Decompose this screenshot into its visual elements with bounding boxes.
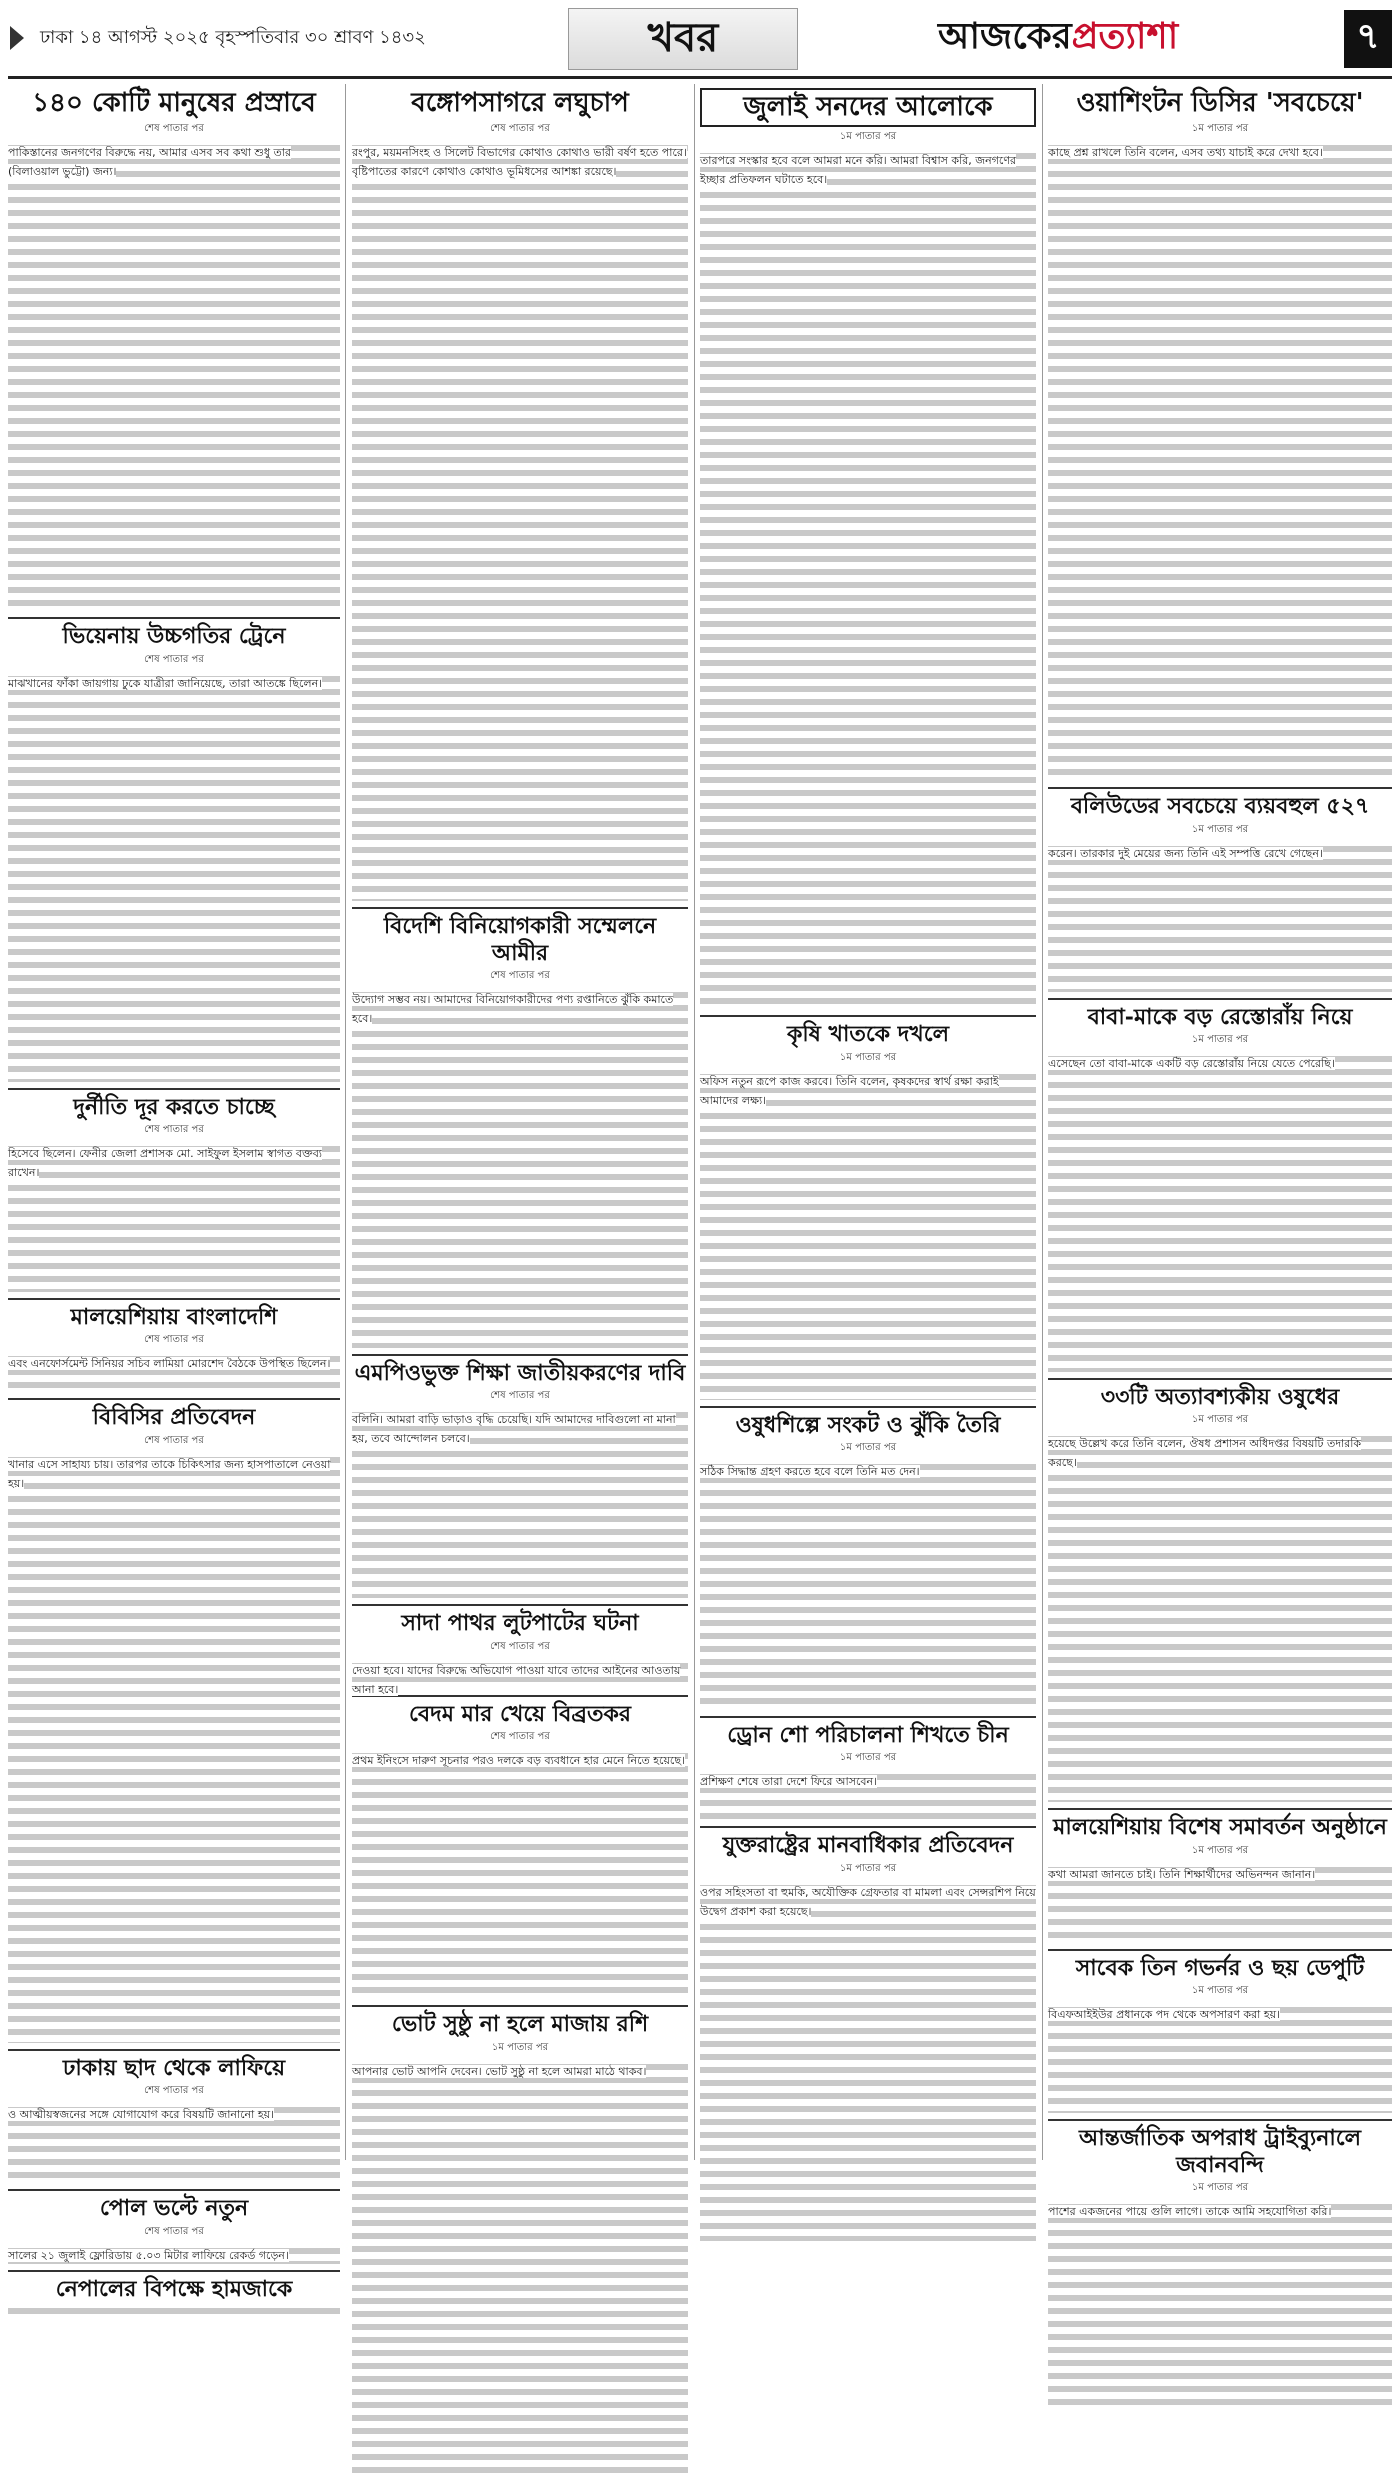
article-separator bbox=[8, 2270, 340, 2272]
article-continuation: শেষ পাতার পর bbox=[490, 969, 550, 981]
column-divider bbox=[345, 84, 346, 2160]
article-headline: জুলাই সনদের আলোকে bbox=[700, 88, 1036, 127]
article bbox=[352, 88, 688, 901]
article-separator bbox=[8, 1398, 340, 1400]
column-divider bbox=[694, 84, 695, 2160]
article-body bbox=[700, 1881, 1036, 2241]
article-text: বিএফআইইউর প্রধানকে পদ থেকে অপসারণ করা হয়। bbox=[1048, 2008, 1281, 2022]
article-headline: কৃষি খাতকে দখলে bbox=[787, 1021, 949, 1048]
article bbox=[1048, 1384, 1392, 1802]
article-headline: সাবেক তিন গভর্নর ও ছয় ডেপুটি bbox=[1075, 1954, 1365, 1981]
article-body bbox=[352, 988, 688, 1348]
article-continuation: শেষ পাতার পর bbox=[144, 1334, 204, 1346]
article-headline: নেপালের বিপক্ষে হামজাকে bbox=[55, 2275, 293, 2302]
article-body bbox=[8, 141, 340, 611]
article-separator bbox=[8, 2189, 340, 2191]
article bbox=[700, 1412, 1036, 1710]
article-body bbox=[1048, 141, 1392, 781]
article bbox=[352, 2011, 688, 2479]
article-text: করেন। তারকার দুই মেয়ের জন্য তিনি এই সম্পত্তি রেখে গেছেন। bbox=[1048, 846, 1323, 860]
article-text: আপনার ভোট আপনি দেবেন। ভোট সুষ্ঠু না হলে আমরা মাঠে থাকব। bbox=[352, 2064, 647, 2078]
article-separator bbox=[1048, 1378, 1392, 1380]
article-text: রংপুর, ময়মনসিংহ ও সিলেট বিভাগের কোথাও কোথাও ভারী বর্ষণ হতে পারে। বৃষ্টিপাতের কারণে কোথাও কোথাও ভূমিধসের আশঙ্কা রয়েছে। bbox=[352, 146, 687, 179]
article-separator bbox=[352, 907, 688, 909]
article-headline: ভোট সুষ্ঠু না হলে মাজায় রশি bbox=[391, 2011, 649, 2038]
article-continuation: ১ম পাতার পর bbox=[839, 131, 897, 143]
article-continuation: ১ম পাতার পর bbox=[1191, 1414, 1249, 1426]
article-text: বলিনি। আমরা বাড়ি ভাড়াও বৃদ্ধি চেয়েছি। যদি আমাদের দাবিগুলো না মানা হয়, তবে আন্দোলন চলবে। bbox=[352, 1413, 676, 1446]
article-text: হয়েছে উল্লেখ করে তিনি বলেন, ঔষধ প্রশাসন অধিদপ্তর বিষয়টি তদারকি করছে। bbox=[1048, 1437, 1362, 1470]
article-body bbox=[8, 2103, 340, 2183]
article-text: ও আত্মীয়স্বজনের সঙ্গে যোগাযোগ করে বিষয়টি জানানো হয়। bbox=[8, 2108, 275, 2122]
article-text: পাশের একজনের পায়ে গুলি লাগে। তাকে আমি সহযোগিতা করি। bbox=[1048, 2204, 1332, 2218]
article-continuation: ১ম পাতার পর bbox=[1191, 1985, 1249, 1997]
article-separator bbox=[8, 617, 340, 619]
article bbox=[352, 1610, 688, 1696]
article-body bbox=[352, 1408, 688, 1598]
article bbox=[352, 1360, 688, 1598]
article-body bbox=[700, 1070, 1036, 1400]
masthead-rule bbox=[8, 76, 1392, 79]
article-body bbox=[700, 149, 1036, 1009]
article-body bbox=[700, 1770, 1036, 1820]
article-body bbox=[1048, 1863, 1392, 1943]
article-continuation: শেষ পাতার পর bbox=[144, 1123, 204, 1135]
article-continuation: ১ম পাতার পর bbox=[839, 1752, 897, 1764]
column-3 bbox=[700, 84, 1036, 2160]
article-body bbox=[700, 1460, 1036, 1710]
article-text: এসেছেন তো বাবা-মাকে একটি বড় রেস্তোরাঁয় নিয়ে যেতে পেরেছি। bbox=[1048, 1056, 1335, 1070]
article bbox=[700, 1722, 1036, 1820]
article bbox=[700, 1832, 1036, 2240]
article bbox=[700, 88, 1036, 1009]
article-headline: সাদা পাথর লুটপাটের ঘটনা bbox=[401, 1610, 639, 1637]
article-continuation: শেষ পাতার পর bbox=[144, 653, 204, 665]
article bbox=[8, 1404, 340, 2042]
article-text: হিসেবে ছিলেন। ফেনীর জেলা প্রশাসক মো. সাইফুল ইসলাম স্বাগত বক্তব্য রাখেন। bbox=[8, 1146, 323, 1179]
article-continuation: ১ম পাতার পর bbox=[1191, 1844, 1249, 1856]
page-number: ৭ bbox=[1344, 10, 1392, 68]
article-body bbox=[1048, 2200, 1392, 2410]
article-headline: ভিয়েনায় উচ্চগতির ট্রেনে bbox=[62, 623, 286, 650]
article bbox=[8, 2195, 340, 2263]
article-body bbox=[1048, 842, 1392, 992]
article-continuation: ১ম পাতার পর bbox=[1191, 2181, 1249, 2193]
article-body bbox=[8, 1352, 340, 1392]
article-text: ওপর সহিংসতা বা হুমকি, অযৌক্তিক গ্রেফতার বা মামলা এবং সেন্সরশিপ নিয়ে উদ্বেগ প্রকাশ করা হয়েছে। bbox=[700, 1885, 1036, 1918]
article-continuation: ১ম পাতার পর bbox=[839, 1862, 897, 1874]
article-continuation: শেষ পাতার পর bbox=[490, 1731, 550, 1743]
section-title: খবর bbox=[568, 8, 798, 70]
article-text: সঠিক সিদ্ধান্ত গ্রহণ করতে হবে বলে তিনি মত দেন। bbox=[700, 1464, 920, 1478]
newspaper-logo bbox=[938, 12, 1178, 66]
article bbox=[8, 623, 340, 1081]
article-separator bbox=[8, 2049, 340, 2051]
article bbox=[1048, 1955, 1392, 2113]
article-separator bbox=[1048, 1808, 1392, 1810]
article-headline: বলিউডের সবচেয়ে ব্যয়বহুল ৫২৭ bbox=[1070, 793, 1370, 820]
article-headline: ওয়াশিংটন ডিসির 'সবচেয়ে' bbox=[1076, 88, 1364, 118]
article-body bbox=[8, 1453, 340, 2043]
article bbox=[1048, 1814, 1392, 1942]
masthead bbox=[8, 8, 1392, 72]
article bbox=[8, 1094, 340, 1292]
article-headline: ওষুধশিল্পে সংকট ও ঝুঁকি তৈরি bbox=[735, 1411, 1001, 1438]
article-headline: ১৪০ কোটি মানুষের প্রস্রাবে bbox=[32, 88, 316, 118]
article-headline: বিদেশি বিনিয়োগকারী সম্মেলনে আমীর bbox=[383, 913, 657, 966]
article-body bbox=[1048, 2003, 1392, 2113]
article-headline: আন্তর্জাতিক অপরাধ ট্রাইব্যুনালে জবানবন্দি bbox=[1078, 2125, 1361, 2178]
article-text: কাছে প্রশ্ন রাখলে তিনি বলেন, এসব তথ্য যাচাই করে দেখা হবে। bbox=[1048, 146, 1323, 160]
article-separator bbox=[352, 1604, 688, 1606]
article-text: প্রশিক্ষণ শেষে তারা দেশে ফিরে আসবেন। bbox=[700, 1775, 878, 1789]
article-continuation: শেষ পাতার পর bbox=[490, 1390, 550, 1402]
article-headline: ড্রোন শো পরিচালনা শিখতে চীন bbox=[727, 1721, 1009, 1748]
article-text: দেওয়া হবে। যাদের বিরুদ্ধে অভিযোগ পাওয়া যাবে তাদের আইনের আওতায় আনা হবে। bbox=[352, 1663, 681, 1696]
article-separator bbox=[700, 1826, 1036, 1828]
article-body bbox=[352, 141, 688, 901]
article bbox=[352, 1701, 688, 1999]
article-separator bbox=[352, 1354, 688, 1356]
arrow-icon bbox=[8, 23, 30, 53]
article-headline: মালয়েশিয়ায় বাংলাদেশি bbox=[70, 1303, 278, 1330]
article-body bbox=[352, 1659, 688, 1696]
article-continuation: ১ম পাতার পর bbox=[1191, 1033, 1249, 1045]
article-text: অফিস নতুন রূপে কাজ করবে। তিনি বলেন, কৃষকদের স্বার্থ রক্ষা করাই আমাদের লক্ষ্য। bbox=[700, 1074, 999, 1107]
article-body bbox=[352, 2060, 688, 2480]
logo-part2: প্রত্যাশা bbox=[1071, 15, 1179, 57]
article-headline: যুক্তরাষ্ট্রের মানবাধিকার প্রতিবেদন bbox=[722, 1832, 1014, 1859]
article-continuation: শেষ পাতার পর bbox=[144, 2085, 204, 2097]
article-separator bbox=[352, 2005, 688, 2007]
article-text: এবং এনফোর্সমেন্ট সিনিয়র সচিব লামিয়া মোরশেদ বৈঠকে উপস্থিত ছিলেন। bbox=[8, 1357, 331, 1371]
logo-part1: আজকের bbox=[938, 15, 1072, 57]
article-text: মাঝখানের ফাঁকা জায়গায় ঢুকে যাত্রীরা জানিয়েছে, তারা আতঙ্কে ছিলেন। bbox=[8, 676, 323, 690]
article-separator bbox=[8, 1298, 340, 1300]
article-headline: বেদম মার খেয়ে বিব্রতকর bbox=[409, 1700, 631, 1727]
article-text: পাকিস্তানের জনগণের বিরুদ্ধে নয়, আমার এসব সব কথা শুধু তার (বিলাওয়াল ভুট্টো) জন্য। bbox=[8, 146, 292, 179]
date-text: ঢাকা ১৪ আগস্ট ২০২৫ বৃহস্পতিবার ৩০ শ্রাবণ ১৪৩২ bbox=[40, 26, 426, 48]
column-1 bbox=[8, 84, 340, 2302]
article bbox=[8, 88, 340, 611]
article bbox=[352, 913, 688, 1348]
article-text: কথা আমরা জানতে চাই। তিনি শিক্ষার্থীদের অভিনন্দন জানান। bbox=[1048, 1867, 1316, 1881]
article-headline: ৩৩টি অত্যাবশ্যকীয় ওষুধের bbox=[1100, 1383, 1340, 1410]
article-body bbox=[352, 1749, 688, 1999]
article-continuation: ১ম পাতার পর bbox=[839, 1441, 897, 1453]
article bbox=[8, 2276, 340, 2314]
column-2 bbox=[352, 84, 688, 2160]
article-body bbox=[8, 1142, 340, 1292]
article-headline: এমপিওভুক্ত শিক্ষা জাতীয়করণের দাবি bbox=[354, 1359, 686, 1386]
article bbox=[700, 1021, 1036, 1399]
article bbox=[1048, 1004, 1392, 1372]
article-headline: দুর্নীতি দূর করতে চাচ্ছে bbox=[73, 1093, 275, 1120]
article bbox=[1048, 2125, 1392, 2410]
article bbox=[8, 2055, 340, 2183]
article-continuation: ১ম পাতার পর bbox=[1191, 123, 1249, 135]
article-continuation: শেষ পাতার পর bbox=[144, 123, 204, 135]
article-separator bbox=[1048, 2119, 1392, 2121]
article-continuation: ১ম পাতার পর bbox=[491, 2041, 549, 2053]
article-headline: বঙ্গোপসাগরে লঘুচাপ bbox=[411, 88, 629, 118]
article-separator bbox=[1048, 787, 1392, 789]
article-continuation: শেষ পাতার পর bbox=[144, 2225, 204, 2237]
article-text: খানার এসে সাহায্য চায়। তারপর তাকে চিকিৎসার জন্য হাসপাতালে নেওয়া হয়। bbox=[8, 1457, 331, 1490]
article-continuation: ১ম পাতার পর bbox=[1191, 823, 1249, 835]
article bbox=[1048, 88, 1392, 781]
article bbox=[8, 1304, 340, 1392]
article-separator bbox=[8, 1088, 340, 1090]
date-line bbox=[8, 16, 426, 60]
article-headline: বাবা-মাকে বড় রেস্তোরাঁয় নিয়ে bbox=[1087, 1003, 1353, 1030]
article-text: তারপরে সংস্কার হবে বলে আমরা মনে করি। আমরা বিশ্বাস করি, জনগণের ইচ্ছার প্রতিফলন ঘটাতে হবে। bbox=[700, 154, 1017, 187]
article-separator bbox=[1048, 1949, 1392, 1951]
article-body bbox=[8, 672, 340, 1082]
article-text: উদ্যোগ সম্ভব নয়। আমাদের বিনিয়োগকারীদের পণ্য রপ্তানিতে ঝুঁকি কমাতে হবে। bbox=[352, 992, 674, 1025]
column-4 bbox=[1048, 84, 1392, 2218]
article-body bbox=[1048, 1052, 1392, 1372]
article-headline: ঢাকায় ছাদ থেকে লাফিয়ে bbox=[62, 2054, 286, 2081]
article-separator bbox=[1048, 998, 1392, 1000]
article-headline: মালয়েশিয়ায় বিশেষ সমাবর্তন অনুষ্ঠানে bbox=[1053, 1814, 1387, 1841]
article-body bbox=[8, 2244, 340, 2264]
article-separator bbox=[352, 1695, 688, 1697]
article bbox=[1048, 793, 1392, 991]
article-headline: পোল ভল্টে নতুন bbox=[99, 2195, 249, 2222]
article-body bbox=[8, 2304, 340, 2314]
article-separator bbox=[700, 1716, 1036, 1718]
article-text: প্রথম ইনিংসে দারুণ সূচনার পরও দলকে বড় ব্যবধানে হার মেনে নিতে হয়েছে। bbox=[352, 1754, 685, 1768]
article-body bbox=[1048, 1432, 1392, 1802]
column-divider bbox=[1042, 84, 1043, 2160]
article-separator bbox=[700, 1406, 1036, 1408]
article-separator bbox=[700, 1015, 1036, 1017]
article-continuation: শেষ পাতার পর bbox=[490, 1640, 550, 1652]
article-continuation: শেষ পাতার পর bbox=[144, 1434, 204, 1446]
article-continuation: ১ম পাতার পর bbox=[839, 1051, 897, 1063]
article-headline: বিবিসির প্রতিবেদন bbox=[92, 1404, 256, 1431]
article-continuation: শেষ পাতার পর bbox=[490, 123, 550, 135]
article-text: সালের ২১ জুলাই ফ্লোরিডায় ৫.০৩ মিটার লাফিয়ে রেকর্ড গড়েন। bbox=[8, 2248, 289, 2262]
